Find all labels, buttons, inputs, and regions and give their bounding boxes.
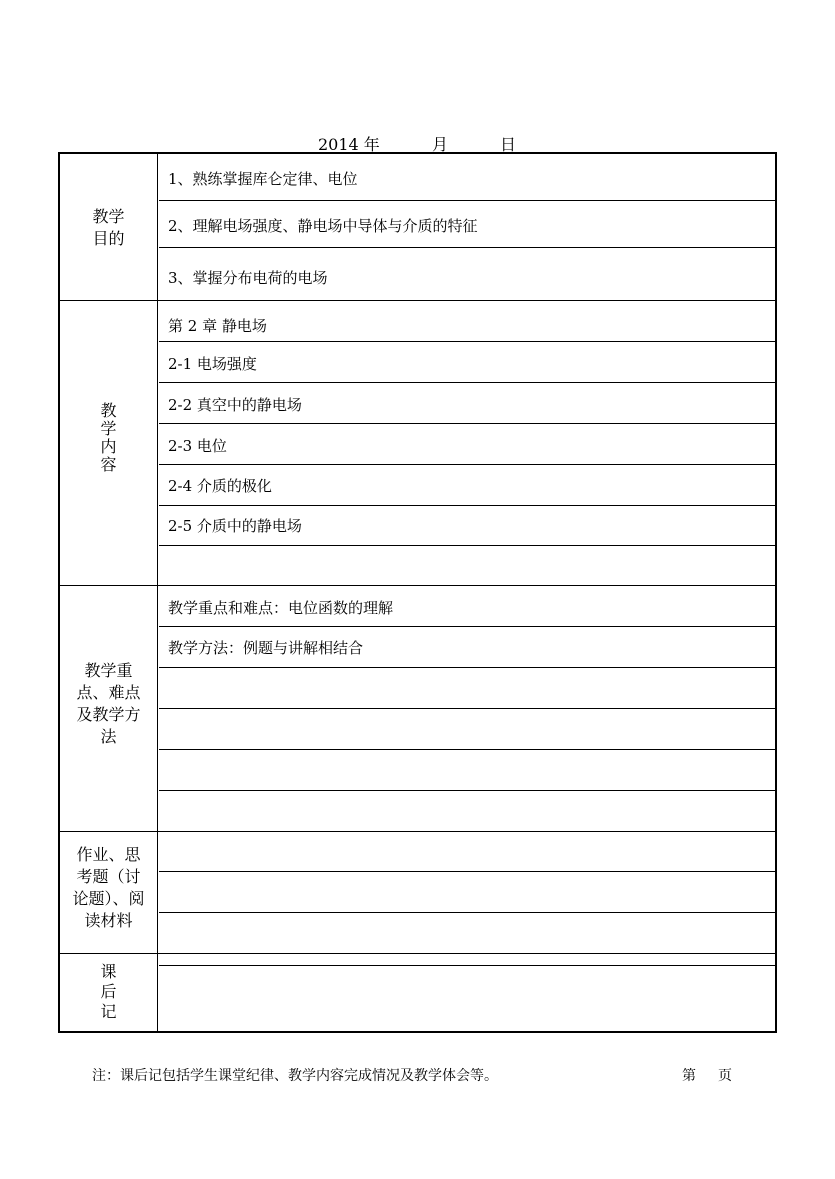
label-content-line: 内	[100, 437, 117, 456]
section-divider	[60, 953, 775, 954]
objective-row: 2、理解电场强度、静电场中导体与介质的特征	[168, 217, 478, 235]
label-homework-line: 读材料	[84, 911, 133, 930]
label-objectives	[60, 206, 157, 250]
content-row: 第 2 章 静电场	[168, 317, 267, 335]
row-divider	[159, 341, 775, 342]
row-divider	[159, 423, 775, 424]
row-divider	[159, 871, 775, 872]
content-row: 2-3 电位	[168, 437, 227, 455]
label-content-line: 学	[100, 419, 117, 438]
label-content-line: 教	[100, 401, 117, 420]
row-divider	[159, 247, 775, 248]
key-point-row: 教学方法：例题与讲解相结合	[168, 639, 364, 657]
footer-note: 注：课后记包括学生课堂纪律、教学内容完成情况及教学体会等。	[92, 1068, 498, 1084]
label-notes	[60, 962, 157, 1022]
content-row: 2-1 电场强度	[168, 355, 257, 373]
label-key-points-line: 法	[100, 727, 117, 746]
row-divider	[159, 790, 775, 791]
row-divider	[159, 545, 775, 546]
page-number-prefix: 第	[682, 1068, 696, 1084]
label-homework-line: 作业、思	[76, 845, 141, 864]
label-homework-line: 论题）、阅	[72, 889, 145, 908]
label-objectives-line: 教学	[92, 207, 125, 226]
content-row: 2-4 介质的极化	[168, 477, 272, 495]
content-row: 2-2 真空中的静电场	[168, 396, 302, 414]
date-month: 月	[432, 135, 449, 154]
lesson-plan-table	[58, 152, 777, 1033]
label-homework-line: 考题（讨	[76, 867, 141, 886]
label-homework	[60, 844, 157, 932]
label-notes-line: 课	[100, 962, 117, 981]
label-notes-line: 后	[100, 982, 117, 1001]
label-objectives-line: 目的	[92, 229, 125, 248]
label-content-line: 容	[100, 455, 117, 474]
column-divider	[157, 154, 158, 1031]
row-divider	[159, 667, 775, 668]
row-divider	[159, 749, 775, 750]
row-divider	[159, 626, 775, 627]
section-divider	[60, 585, 775, 586]
objective-row: 3、掌握分布电荷的电场	[168, 269, 328, 287]
section-divider	[60, 831, 775, 832]
date-line	[0, 130, 835, 152]
label-key-points-line: 点、难点	[76, 683, 141, 702]
row-divider	[159, 200, 775, 201]
objective-row: 1、熟练掌握库仑定律、电位	[168, 170, 358, 188]
label-notes-line: 记	[100, 1002, 117, 1021]
key-point-row: 教学重点和难点：电位函数的理解	[168, 599, 394, 617]
date-day: 日	[500, 135, 517, 154]
label-key-points	[60, 660, 157, 748]
row-divider	[159, 708, 775, 709]
row-divider	[159, 965, 775, 966]
row-divider	[159, 382, 775, 383]
label-key-points-line: 教学重	[84, 661, 133, 680]
label-key-points-line: 及教学方	[76, 705, 141, 724]
row-divider	[159, 505, 775, 506]
page-number-suffix: 页	[718, 1068, 732, 1084]
label-content	[60, 402, 157, 474]
content-row: 2-5 介质中的静电场	[168, 517, 302, 535]
row-divider	[159, 464, 775, 465]
row-divider	[159, 912, 775, 913]
date-year: 2014 年	[318, 135, 380, 154]
section-divider	[60, 300, 775, 301]
